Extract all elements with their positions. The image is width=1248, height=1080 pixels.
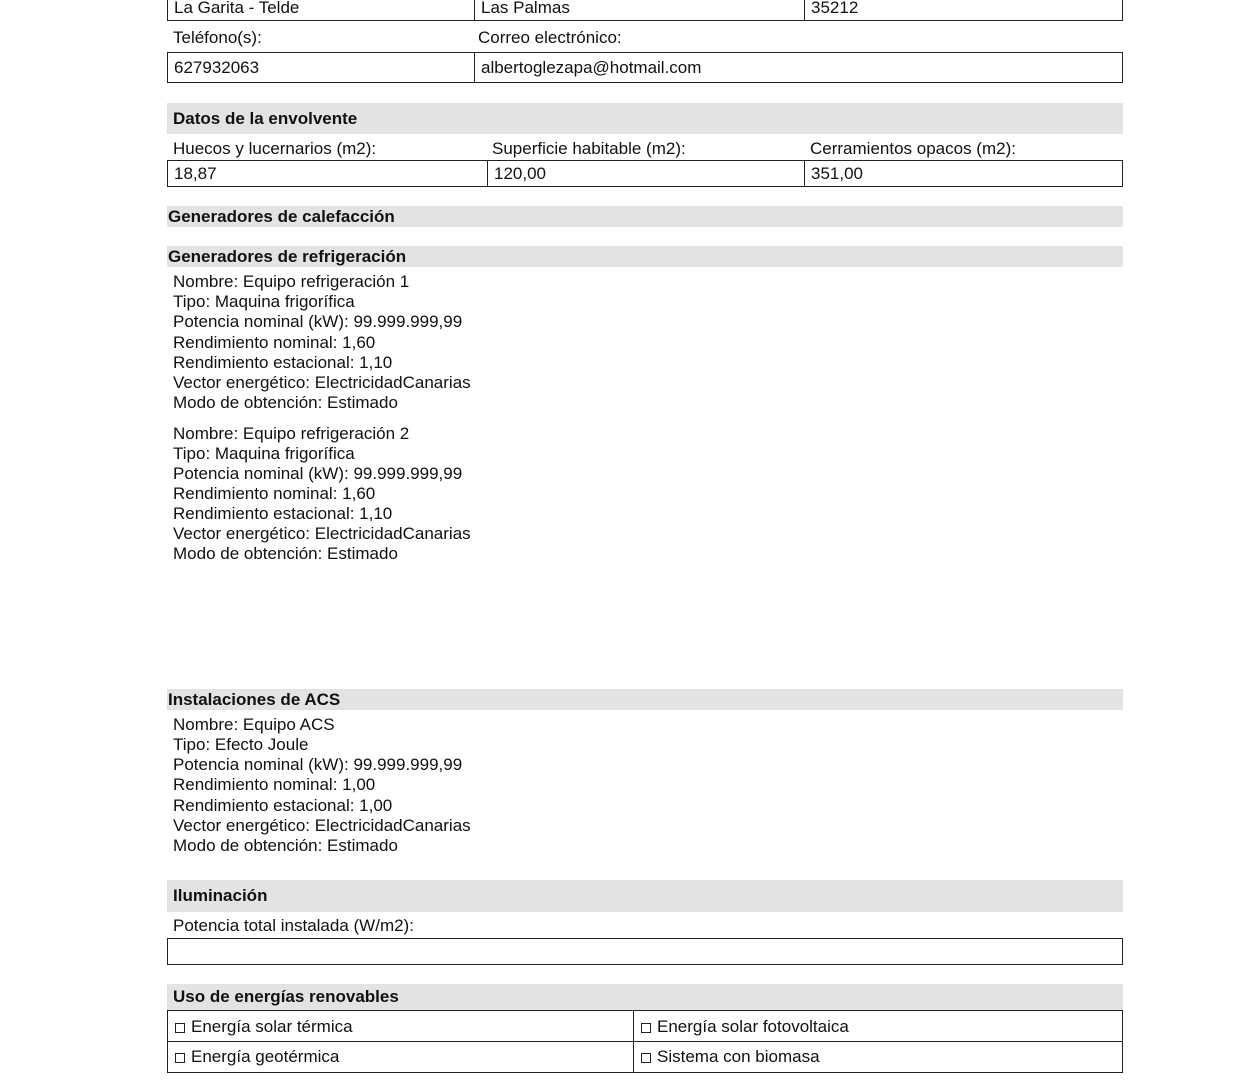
cooling-1-nominal-efficiency: Rendimiento nominal: 1,60 — [173, 333, 376, 352]
cooling-section-header — [167, 246, 1123, 267]
lighting-power-field — [167, 938, 1123, 965]
envelope-section-header — [167, 103, 1123, 134]
heating-section-header — [167, 206, 1123, 227]
cooling-1-seasonal-efficiency: Rendimiento estacional: 1,10 — [173, 353, 393, 372]
locality-value: La Garita - Telde — [174, 0, 300, 17]
opaque-walls-cell — [804, 161, 1122, 186]
envelope-title: Datos de la envolvente — [173, 108, 358, 128]
acs-section-header — [167, 689, 1123, 710]
envelope-values-row — [167, 160, 1123, 187]
renewables-grid — [167, 1010, 1123, 1073]
province-cell — [474, 0, 805, 20]
photovoltaic-label: Energía solar fotovoltaica — [657, 1017, 849, 1036]
contact-row — [167, 52, 1123, 83]
renewable-option-geothermal — [168, 1042, 634, 1072]
acs-power: Potencia nominal (kW): 99.999.999,99 — [173, 755, 463, 774]
phone-label: Teléfono(s): — [173, 28, 262, 47]
cooling-1-name: Nombre: Equipo refrigeración 1 — [173, 272, 410, 291]
cooling-1-power: Potencia nominal (kW): 99.999.999,99 — [173, 312, 463, 331]
acs-seasonal-efficiency: Rendimiento estacional: 1,00 — [173, 796, 393, 815]
acs-name: Nombre: Equipo ACS — [173, 715, 335, 734]
checkbox-icon — [641, 1023, 651, 1033]
renewable-option-biomass — [634, 1042, 1122, 1072]
cooling-2-type: Tipo: Maquina frigorífica — [173, 444, 355, 463]
geothermal-label: Energía geotérmica — [191, 1047, 340, 1066]
openings-cell — [168, 161, 487, 186]
cooling-1-energy-vector: Vector energético: ElectricidadCanarias — [173, 373, 471, 392]
biomass-label: Sistema con biomasa — [657, 1047, 820, 1066]
cooling-2-obtaining-mode: Modo de obtención: Estimado — [173, 544, 398, 563]
cooling-2-nominal-efficiency: Rendimiento nominal: 1,60 — [173, 484, 376, 503]
cooling-2-power: Potencia nominal (kW): 99.999.999,99 — [173, 464, 463, 483]
acs-type: Tipo: Efecto Joule — [173, 735, 309, 754]
cooling-2-energy-vector: Vector energético: ElectricidadCanarias — [173, 524, 471, 543]
acs-energy-vector: Vector energético: ElectricidadCanarias — [173, 816, 471, 835]
acs-nominal-efficiency: Rendimiento nominal: 1,00 — [173, 775, 376, 794]
lighting-power-label: Potencia total instalada (W/m2): — [173, 916, 414, 935]
email-value: albertoglezapa@hotmail.com — [481, 57, 702, 77]
cooling-title: Generadores de refrigeración — [168, 246, 407, 266]
cooling-1-type: Tipo: Maquina frigorífica — [173, 292, 355, 311]
address-row — [167, 0, 1123, 21]
phone-cell — [168, 53, 474, 82]
checkbox-icon — [175, 1023, 185, 1033]
lighting-title: Iluminación — [173, 886, 268, 905]
locality-cell — [168, 0, 474, 20]
living-area-value: 120,00 — [494, 163, 546, 183]
openings-value: 18,87 — [174, 163, 217, 183]
checkbox-icon — [175, 1053, 185, 1063]
cooling-1-obtaining-mode: Modo de obtención: Estimado — [173, 393, 398, 412]
opaque-walls-label: Cerramientos opacos (m2): — [810, 139, 1016, 158]
phone-value: 627932063 — [174, 57, 260, 77]
opaque-walls-value: 351,00 — [811, 163, 863, 183]
renewables-section-header — [167, 984, 1123, 1010]
living-area-cell — [487, 161, 805, 186]
checkbox-icon — [641, 1053, 651, 1063]
acs-obtaining-mode: Modo de obtención: Estimado — [173, 836, 398, 855]
living-area-label: Superficie habitable (m2): — [492, 139, 686, 158]
postal-code-value: 35212 — [811, 0, 859, 17]
renewable-option-solar-thermal — [168, 1011, 634, 1042]
email-cell — [474, 53, 1122, 82]
openings-label: Huecos y lucernarios (m2): — [173, 139, 377, 158]
postal-code-cell — [804, 0, 1122, 20]
cooling-2-name: Nombre: Equipo refrigeración 2 — [173, 424, 410, 443]
solar-thermal-label: Energía solar térmica — [191, 1017, 353, 1036]
renewable-option-photovoltaic — [634, 1011, 1122, 1042]
province-value: Las Palmas — [481, 0, 570, 17]
cooling-2-seasonal-efficiency: Rendimiento estacional: 1,10 — [173, 504, 393, 523]
renewables-title: Uso de energías renovables — [173, 987, 399, 1006]
heating-title: Generadores de calefacción — [168, 206, 395, 226]
lighting-section-header — [167, 880, 1123, 912]
acs-title: Instalaciones de ACS — [168, 689, 341, 709]
email-label: Correo electrónico: — [478, 28, 622, 47]
